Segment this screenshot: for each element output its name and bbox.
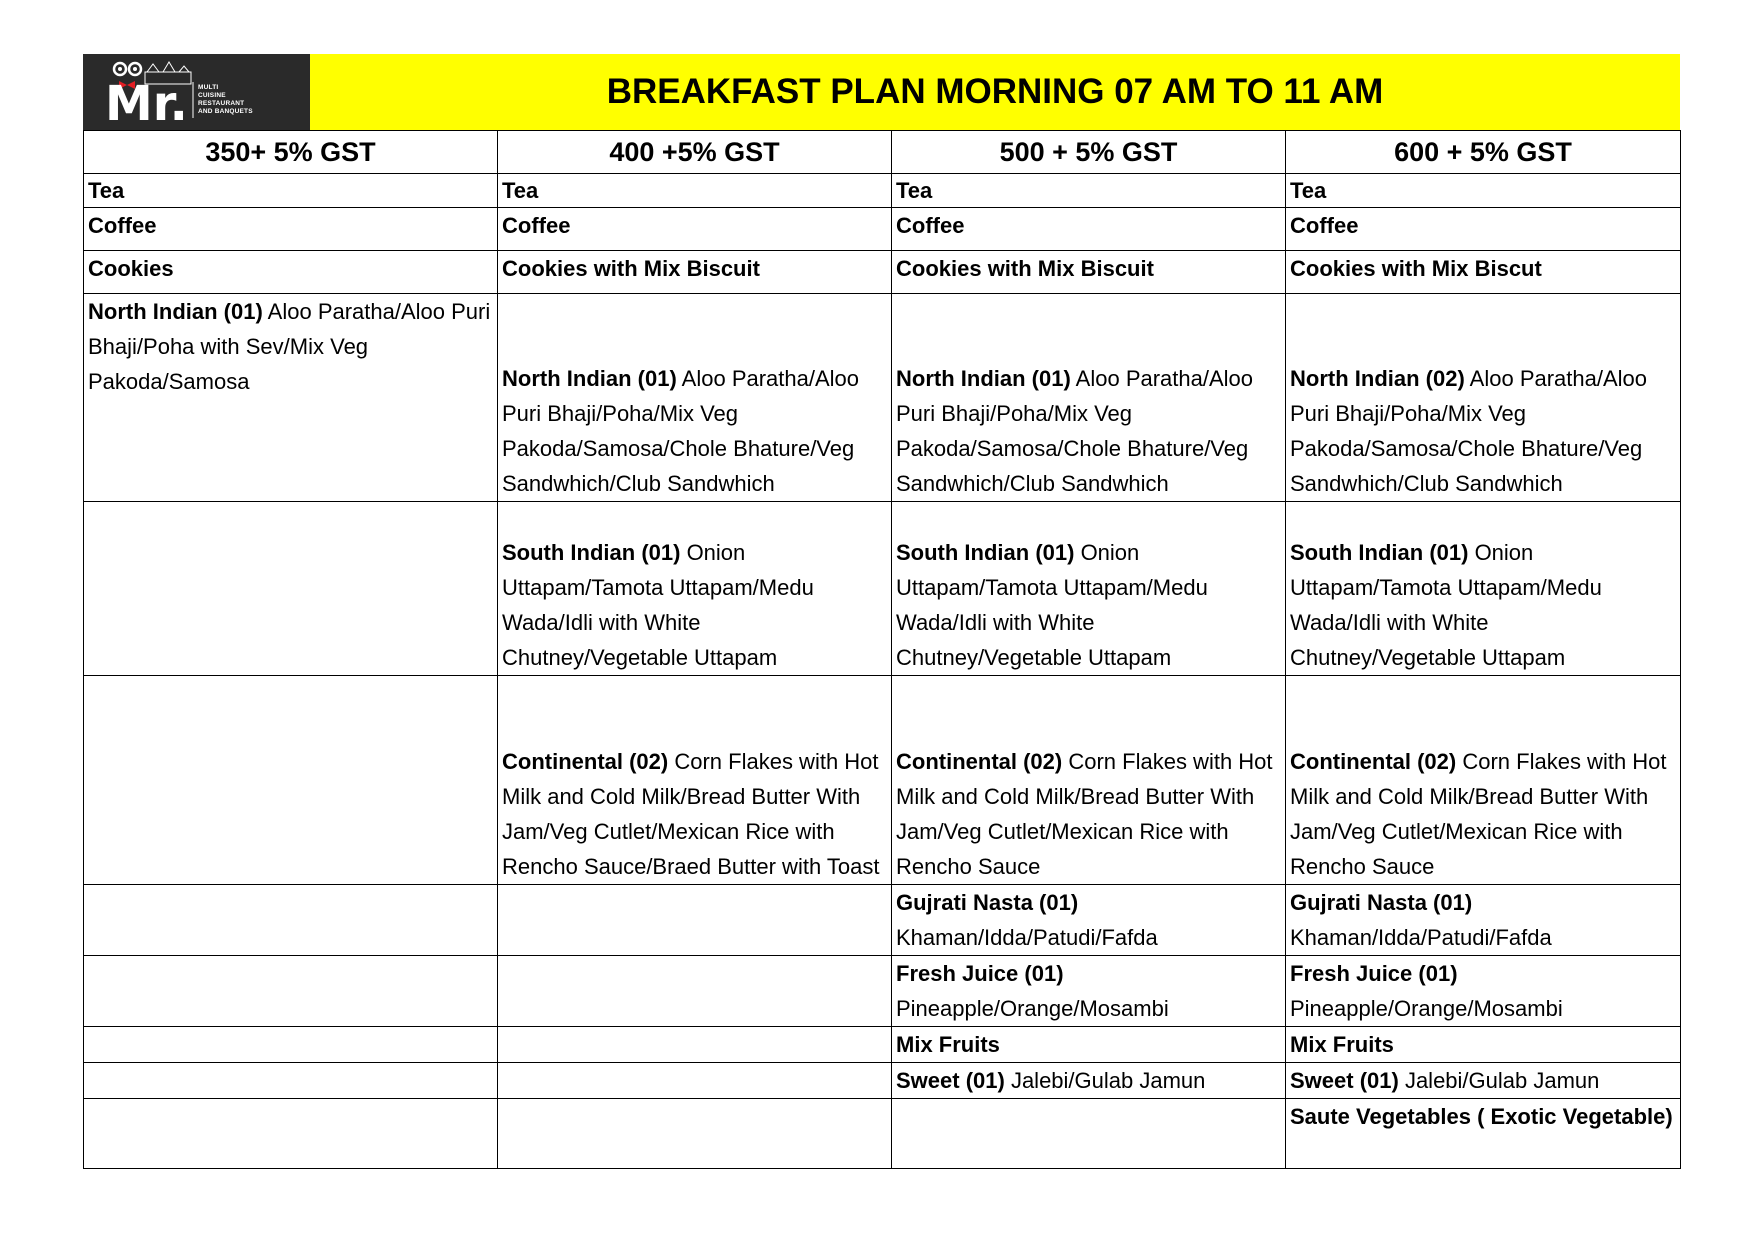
menu-cell [84,1099,498,1169]
logo-line: CUISINE [198,92,226,99]
menu-cell [498,1099,892,1169]
item-text: Corn Flakes with Hot Milk and Cold Milk/Bread Butter With Jam/Veg Cutlet/Mexican Rice with Rencho Sauce [896,749,1273,879]
plan-price-header: 500 + 5% GST [892,131,1286,174]
menu-cell [892,676,1286,885]
menu-cell [84,1063,498,1099]
item-label: Continental (02) [896,749,1063,774]
item-label: South Indian (01) [502,540,681,565]
menu-cell: Cookies with Mix Biscuit [892,251,1286,294]
logo-line: RESTAURANT [198,100,245,107]
item-label: Sweet (01) [1290,1068,1399,1093]
menu-cell [892,1063,1286,1099]
menu-cell [1286,676,1681,885]
item-label: Gujrati Nasta (01) [1290,890,1473,915]
menu-cell [892,502,1286,676]
menu-cell [498,502,892,676]
item-label: Gujrati Nasta (01) [896,890,1079,915]
menu-cell: Mix Fruits [1286,1027,1681,1063]
menu-cell [892,1099,1286,1169]
menu-cell [1286,1063,1681,1099]
menu-cell [892,294,1286,502]
item-label: Fresh Juice (01) [1290,961,1458,986]
plan-price-header: 600 + 5% GST [1286,131,1681,174]
item-text: Onion Uttapam/Tamota Uttapam/Medu Wada/Idli with White Chutney/Vegetable Uttapam [1290,540,1602,670]
item-label: South Indian (01) [1290,540,1469,565]
menu-cell [84,1027,498,1063]
menu-cell: Coffee [892,208,1286,251]
menu-cell [84,885,498,956]
menu-cell [1286,885,1681,956]
menu-cell [892,885,1286,956]
item-label: South Indian (01) [896,540,1075,565]
menu-cell [892,956,1286,1027]
item-text: Khaman/Idda/Patudi/Fafda [1290,925,1552,950]
south-indian-row [84,502,1681,676]
item-text: Aloo Paratha/Aloo Puri Bhaji/Poha/Mix Veg Pakoda/Samosa/Chole Bhature/Veg Sandwhich/Club Sandwhich [1290,366,1648,496]
item-label: North Indian (02) [1290,366,1465,391]
gujrati-nasta-row [84,885,1681,956]
menu-cell [1286,502,1681,676]
menu-cell: Mix Fruits [892,1027,1286,1063]
price-header-row [84,131,1681,174]
plan-price-header: 400 +5% GST [498,131,892,174]
menu-cell: Cookies [84,251,498,294]
item-label: North Indian (01) [896,366,1071,391]
menu-cell: Cookies with Mix Biscuit [498,251,892,294]
plan-price-header: 350+ 5% GST [84,131,498,174]
menu-cell [498,885,892,956]
item-text: Aloo Paratha/Aloo Puri Bhaji/Poha/Mix Veg Pakoda/Samosa/Chole Bhature/Veg Sandwhich/Club Sandwhich [502,366,860,496]
menu-cell [498,294,892,502]
page-title: BREAKFAST PLAN MORNING 07 AM TO 11 AM [606,72,1384,111]
item-label: Fresh Juice (01) [896,961,1064,986]
menu-cell: Coffee [1286,208,1681,251]
continental-row [84,676,1681,885]
menu-cell [1286,294,1681,502]
item-text: Jalebi/Gulab Jamun [1398,1068,1600,1093]
item-label: North Indian (01) [88,299,263,324]
menu-cell [1286,956,1681,1027]
menu-cell [498,1027,892,1063]
coffee-row [84,208,1681,251]
restaurant-logo [83,54,310,130]
menu-cell [498,956,892,1027]
tea-row [84,174,1681,208]
menu-cell: Saute Vegetables ( Exotic Vegetable) [1286,1099,1681,1169]
item-text: Khaman/Idda/Patudi/Fafda [896,925,1158,950]
menu-cell: Coffee [498,208,892,251]
item-text: Corn Flakes with Hot Milk and Cold Milk/Bread Butter With Jam/Veg Cutlet/Mexican Rice with Rencho Sauce/Braed Butter with Toast [502,749,880,879]
fresh-juice-row [84,956,1681,1027]
menu-cell [84,294,498,502]
breakfast-plan-table [83,130,1681,1169]
logo-brand: Mr. [105,76,188,130]
mix-fruits-row [84,1027,1681,1063]
menu-cell [84,676,498,885]
item-text: Aloo Paratha/Aloo Puri Bhaji/Poha with Sev/Mix Veg Pakoda/Samosa [88,299,491,394]
menu-cell: Tea [498,174,892,208]
item-text: Onion Uttapam/Tamota Uttapam/Medu Wada/Idli with White Chutney/Vegetable Uttapam [502,540,814,670]
menu-cell [498,1063,892,1099]
menu-cell [498,676,892,885]
menu-cell: Coffee [84,208,498,251]
menu-cell: Tea [1286,174,1681,208]
item-label: North Indian (01) [502,366,677,391]
item-text: Corn Flakes with Hot Milk and Cold Milk/Bread Butter With Jam/Veg Cutlet/Mexican Rice with Rencho Sauce [1290,749,1667,879]
saute-vegetables-row [84,1099,1681,1169]
item-text: Onion Uttapam/Tamota Uttapam/Medu Wada/Idli with White Chutney/Vegetable Uttapam [896,540,1208,670]
menu-cell [84,502,498,676]
item-text: Pineapple/Orange/Mosambi [896,996,1169,1021]
menu-cell: Tea [892,174,1286,208]
logo-line: MULTI [198,84,219,91]
logo-line: AND BANQUETS [198,108,253,115]
item-label: Sweet (01) [896,1068,1005,1093]
menu-cell: Cookies with Mix Biscut [1286,251,1681,294]
menu-cell: Tea [84,174,498,208]
item-label: Continental (02) [1290,749,1457,774]
item-text: Pineapple/Orange/Mosambi [1290,996,1563,1021]
item-text: Jalebi/Gulab Jamun [1004,1068,1206,1093]
sweet-row [84,1063,1681,1099]
item-text: Aloo Paratha/Aloo Puri Bhaji/Poha/Mix Veg Pakoda/Samosa/Chole Bhature/Veg Sandwhich/Club Sandwhich [896,366,1254,496]
item-label: Continental (02) [502,749,669,774]
menu-cell [84,956,498,1027]
north-indian-row [84,294,1681,502]
cookies-row [84,251,1681,294]
